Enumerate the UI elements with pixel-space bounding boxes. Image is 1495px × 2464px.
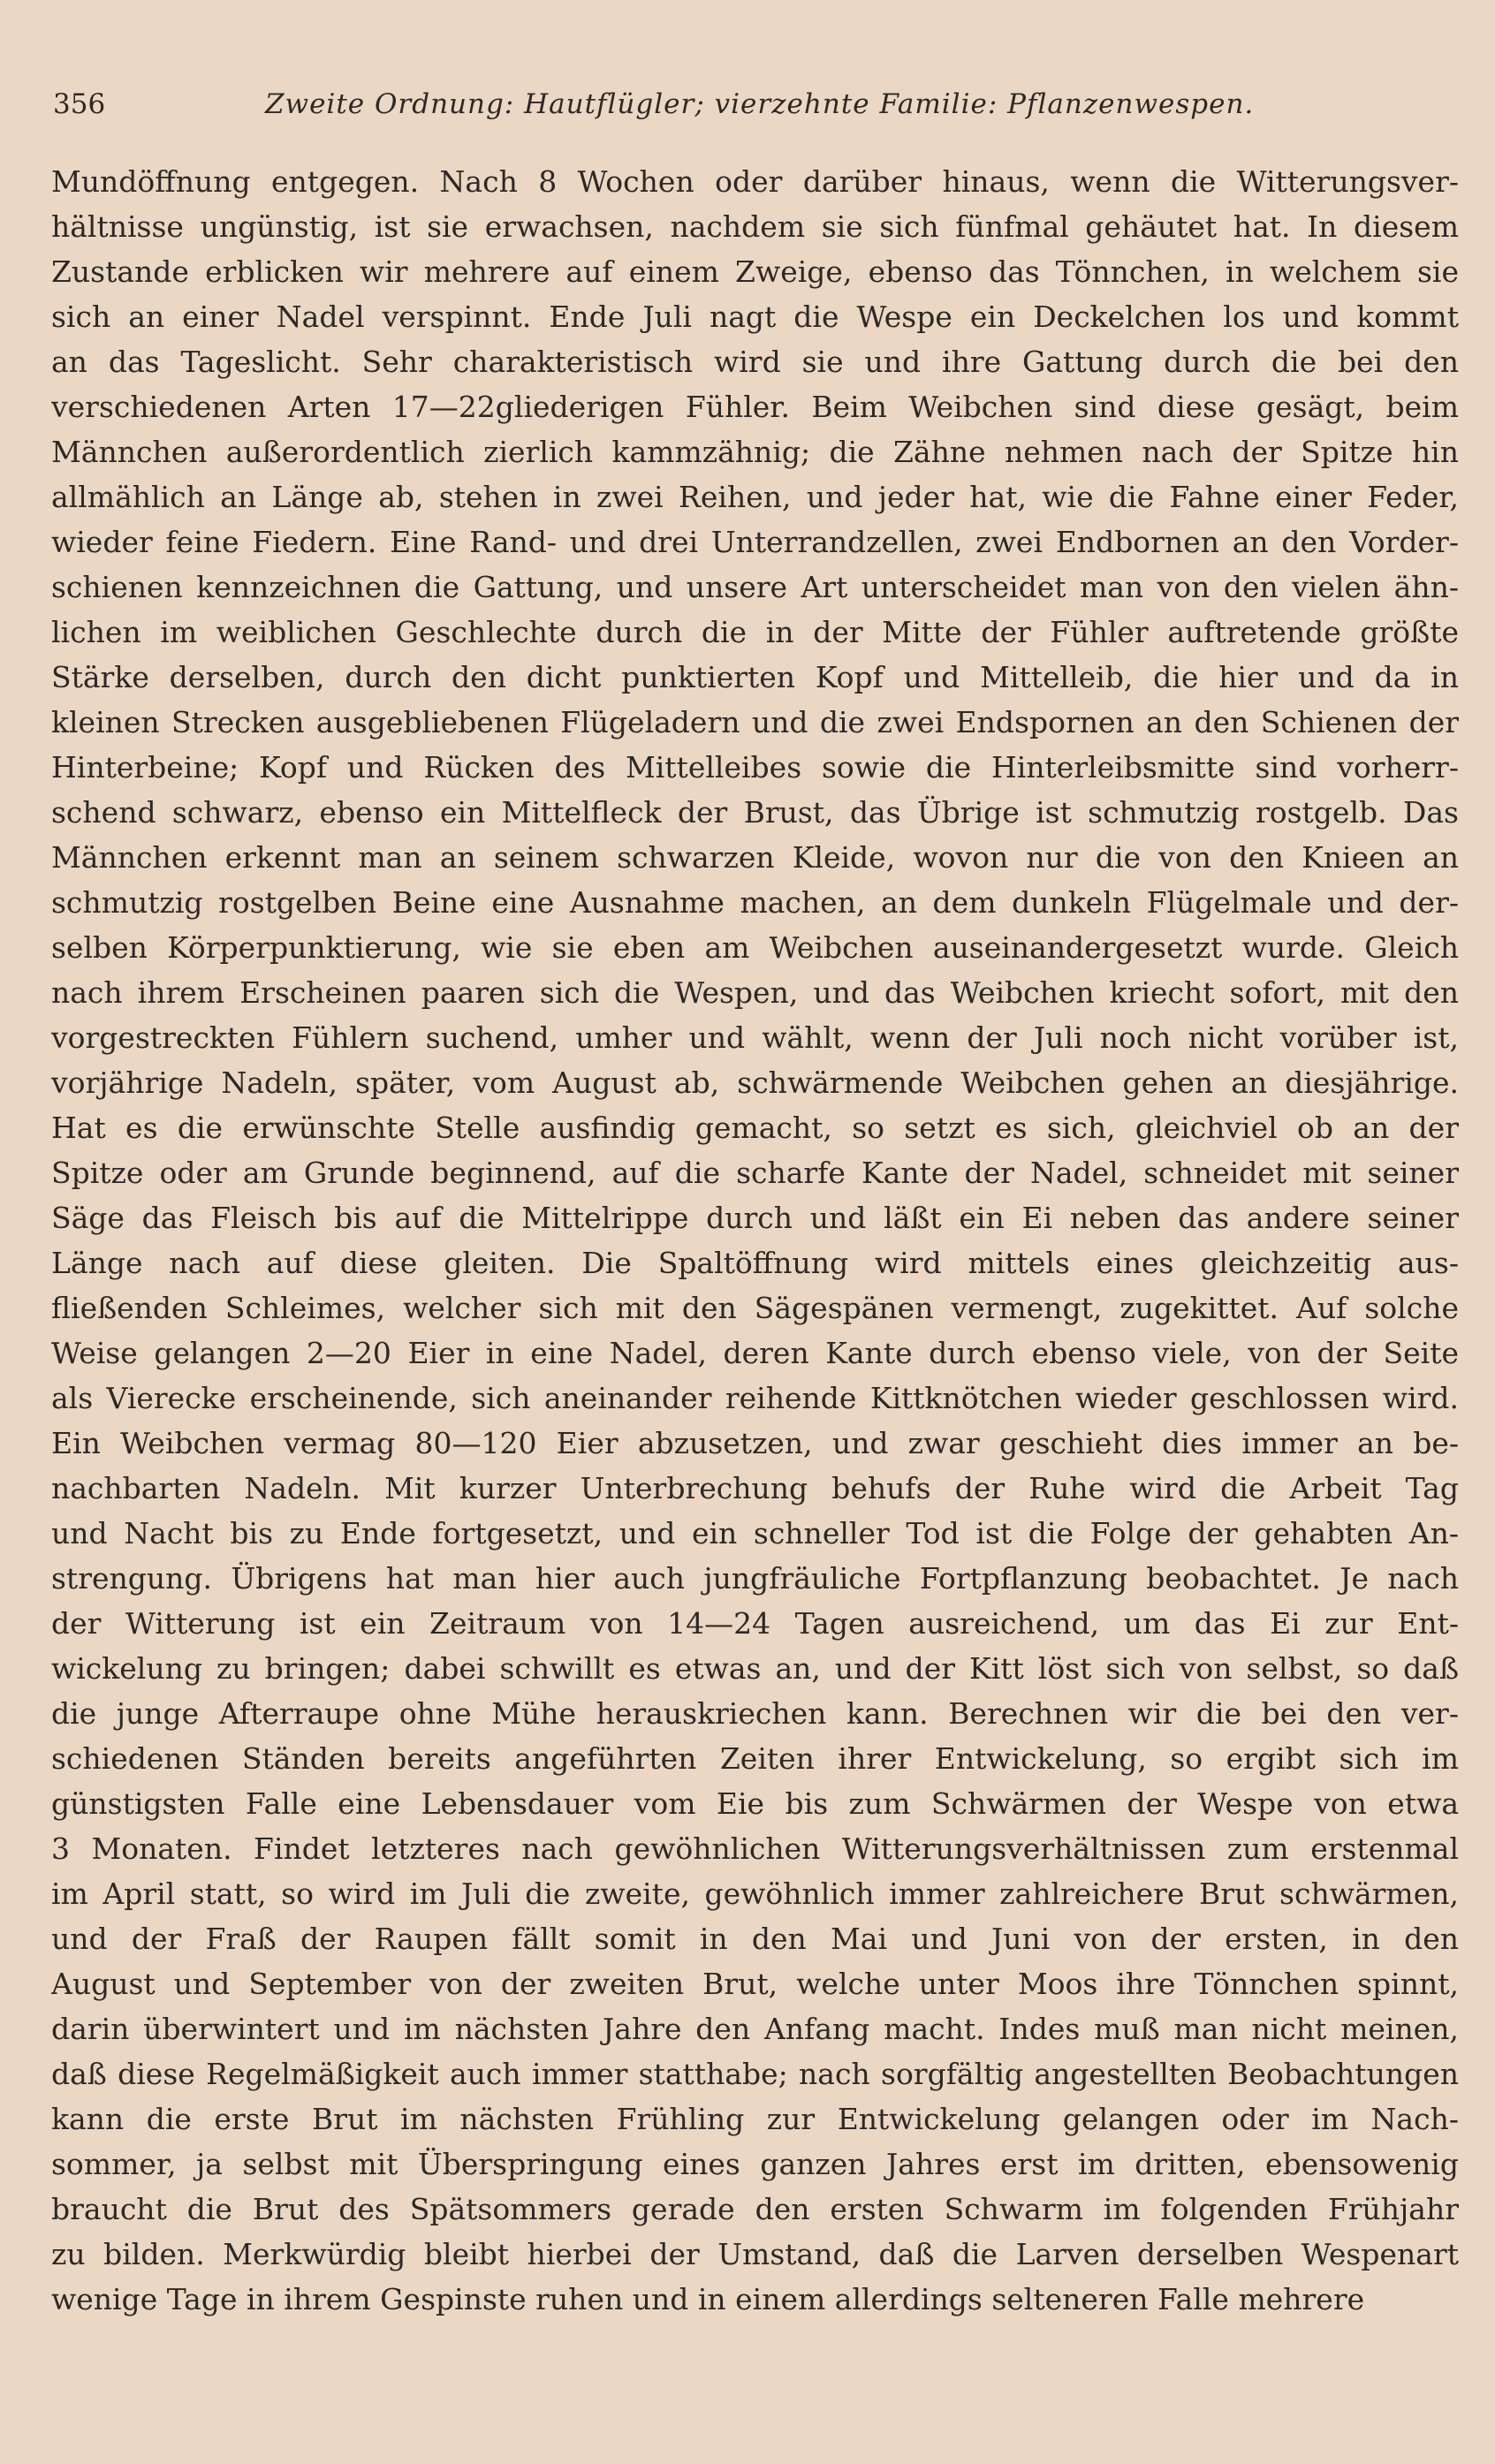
text-line: Weise gelangen 2—20 Eier in eine Nadel, deren Kante durch ebenso viele, von der Seite: [51, 1336, 1459, 1370]
text-line: wieder feine Fiedern. Eine Rand- und drei Unterrandzellen, zwei Endbornen an den Vorder-: [51, 525, 1459, 559]
text-line: Hinterbeine; Kopf und Rücken des Mittelleibes sowie die Hinterleibsmitte sind vorherr-: [51, 750, 1459, 785]
text-line: Hat es die erwünschte Stelle ausfindig gemacht, so setzt es sich, gleichviel ob an der: [51, 1111, 1459, 1145]
text-line: Ein Weibchen vermag 80—120 Eier abzusetzen, und zwar geschieht dies immer an be-: [51, 1426, 1459, 1460]
body-text: [51, 159, 1459, 2322]
text-line: braucht die Brut des Spätsommers gerade den ersten Schwarm im folgenden Frühjahr: [51, 2192, 1459, 2226]
text-line: als Vierecke erscheinende, sich aneinander reihende Kittknötchen wieder geschlossen wird.: [51, 1381, 1459, 1415]
text-line: selben Körperpunktierung, wie sie eben am Weibchen auseinandergesetzt wurde. Gleich: [51, 930, 1459, 965]
text-line: der Witterung ist ein Zeitraum von 14—24 Tagen ausreichend, um das Ei zur Ent-: [51, 1606, 1459, 1641]
text-line: und Nacht bis zu Ende fortgesetzt, und ein schneller Tod ist die Folge der gehabten An-: [51, 1516, 1459, 1550]
text-line: schienen kennzeichnen die Gattung, und unsere Art unterscheidet man von den vielen ähn-: [51, 570, 1459, 604]
text-line: und der Fraß der Raupen fällt somit in den Mai und Juni von der ersten, in den: [51, 1922, 1459, 1956]
text-line: kann die erste Brut im nächsten Frühling zur Entwickelung gelangen oder im Nach-: [51, 2102, 1459, 2136]
text-line: Stärke derselben, durch den dicht punktierten Kopf und Mittelleib, die hier und da in: [51, 660, 1459, 694]
text-line: darin überwintert und im nächsten Jahre den Anfang macht. Indes muß man nicht meinen,: [51, 2012, 1459, 2046]
text-line: strengung. Übrigens hat man hier auch jungfräuliche Fortpflanzung beobachtet. Je nach: [51, 1561, 1459, 1596]
text-line: schend schwarz, ebenso ein Mittelfleck der Brust, das Übrige ist schmutzig rostgelb. Das: [51, 795, 1459, 830]
text-line: August und September von der zweiten Brut, welche unter Moos ihre Tönnchen spinnt,: [51, 1967, 1459, 2001]
text-line: schiedenen Ständen bereits angeführten Zeiten ihrer Entwickelung, so ergibt sich im: [51, 1741, 1459, 1776]
text-line: Männchen außerordentlich zierlich kammzähnig; die Zähne nehmen nach der Spitze hin: [51, 435, 1459, 469]
text-line: wenige Tage in ihrem Gespinste ruhen und in einem allerdings selteneren Falle mehrere: [51, 2282, 1365, 2316]
text-line: lichen im weiblichen Geschlechte durch die in der Mitte der Fühler auftretende größte: [51, 615, 1459, 649]
text-line: Zustande erblicken wir mehrere auf einem Zweige, ebenso das Tönnchen, in welchem sie: [51, 254, 1459, 289]
text-line: hältnisse ungünstig, ist sie erwachsen, nachdem sie sich fünfmal gehäutet hat. In diesem: [51, 209, 1459, 244]
text-line: 3 Monaten. Findet letzteres nach gewöhnlichen Witterungsverhältnissen zum erstenmal: [51, 1831, 1459, 1866]
text-line: Spitze oder am Grunde beginnend, auf die scharfe Kante der Nadel, schneidet mit seiner: [51, 1156, 1459, 1190]
text-line: vorjährige Nadeln, später, vom August ab, schwärmende Weibchen gehen an diesjährige.: [51, 1065, 1459, 1100]
text-line: nachbarten Nadeln. Mit kurzer Unterbrechung behufs der Ruhe wird die Arbeit Tag: [51, 1471, 1459, 1505]
text-line: allmählich an Länge ab, stehen in zwei Reihen, und jeder hat, wie die Fahne einer Feder,: [51, 480, 1459, 514]
page-header: [53, 88, 1453, 133]
page-number: 356: [53, 88, 106, 120]
text-line: verschiedenen Arten 17—22gliederigen Fühler. Beim Weibchen sind diese gesägt, beim: [51, 390, 1459, 424]
text-line: sommer, ja selbst mit Überspringung eines ganzen Jahres erst im dritten, ebensowenig: [51, 2147, 1459, 2181]
text-line: vorgestreckten Fühlern suchend, umher und wählt, wenn der Juli noch nicht vorüber ist,: [51, 1020, 1459, 1055]
text-line: Männchen erkennt man an seinem schwarzen Kleide, wovon nur die von den Knieen an: [51, 840, 1459, 875]
text-line: Säge das Fleisch bis auf die Mittelrippe durch und läßt ein Ei neben das andere seiner: [51, 1201, 1459, 1235]
text-line: sich an einer Nadel verspinnt. Ende Juli nagt die Wespe ein Deckelchen los und kommt: [51, 299, 1459, 334]
text-line: kleinen Strecken ausgebliebenen Flügeladern und die zwei Endspornen an den Schienen der: [51, 705, 1459, 739]
text-line: wickelung zu bringen; dabei schwillt es etwas an, und der Kitt löst sich von selbst, so daß: [51, 1651, 1459, 1686]
text-line: schmutzig rostgelben Beine eine Ausnahme machen, an dem dunkeln Flügelmale und der-: [51, 885, 1459, 920]
text-line: im April statt, so wird im Juli die zweite, gewöhnlich immer zahlreichere Brut schwärmen,: [51, 1876, 1459, 1911]
text-line: die junge Afterraupe ohne Mühe herauskriechen kann. Berechnen wir die bei den ver-: [51, 1696, 1459, 1731]
running-head: Zweite Ordnung: Hautflügler; vierzehnte Familie: Pflanzenwespen.: [265, 88, 1255, 120]
text-line: günstigsten Falle eine Lebensdauer vom Eie bis zum Schwärmen der Wespe von etwa: [51, 1786, 1459, 1821]
text-line: zu bilden. Merkwürdig bleibt hierbei der Umstand, daß die Larven derselben Wespenart: [51, 2237, 1459, 2271]
text-line: fließenden Schleimes, welcher sich mit den Sägespänen vermengt, zugekittet. Auf solche: [51, 1291, 1459, 1325]
text-line: an das Tageslicht. Sehr charakteristisch wird sie und ihre Gattung durch die bei den: [51, 345, 1459, 379]
text-line: Länge nach auf diese gleiten. Die Spaltöffnung wird mittels eines gleichzeitig aus-: [51, 1246, 1459, 1280]
text-line: nach ihrem Erscheinen paaren sich die Wespen, und das Weibchen kriecht sofort, mit den: [51, 975, 1459, 1010]
text-line: Mundöffnung entgegen. Nach 8 Wochen oder darüber hinaus, wenn die Witterungsver-: [51, 164, 1459, 199]
text-line: daß diese Regelmäßigkeit auch immer statthabe; nach sorgfältig angestellten Beobachtungen: [51, 2057, 1459, 2091]
